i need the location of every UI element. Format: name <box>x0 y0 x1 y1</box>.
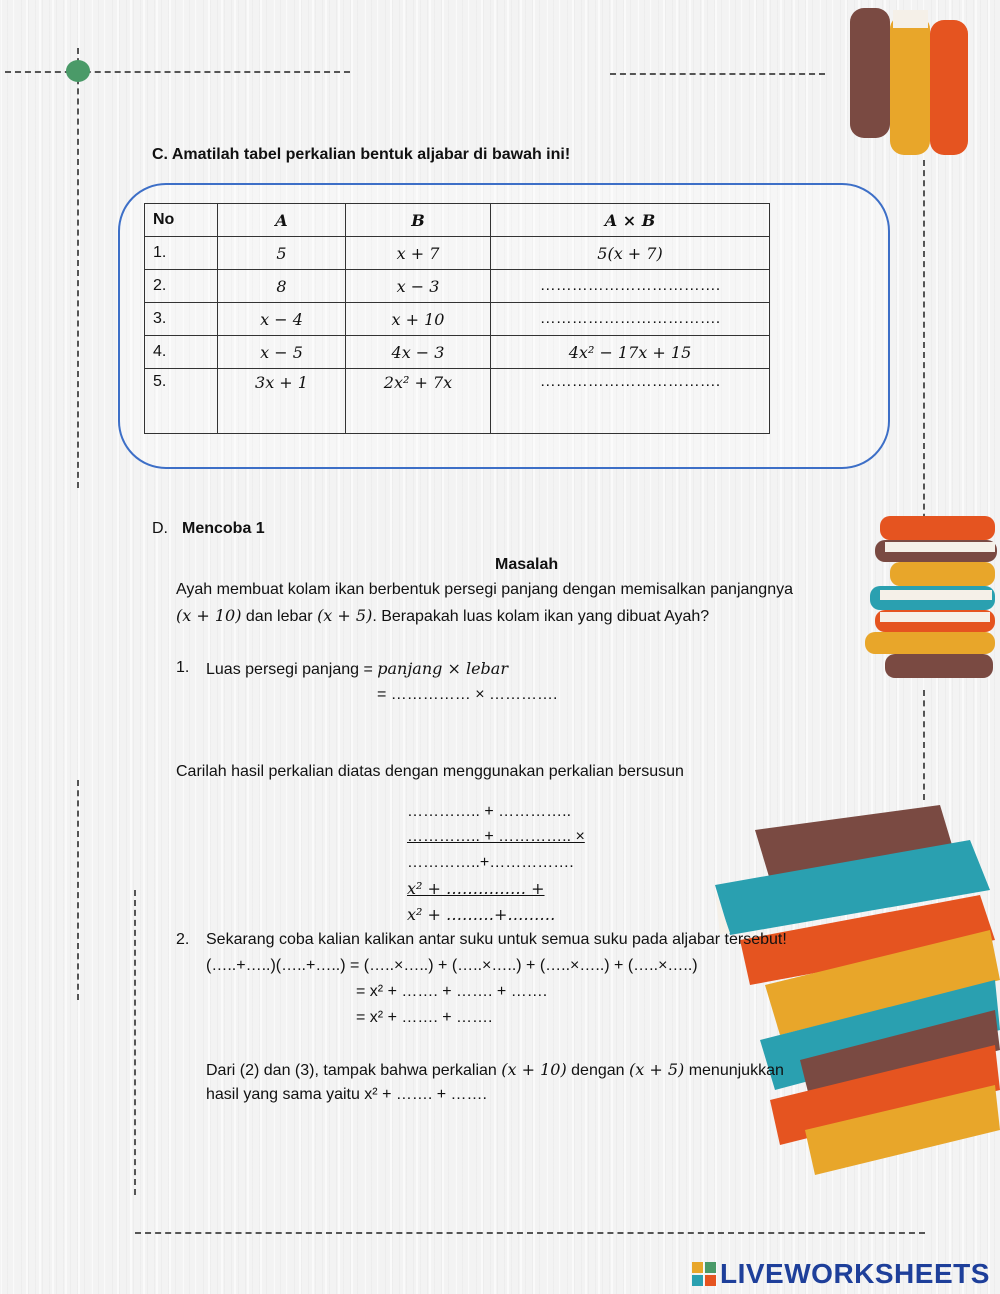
step-2-line-3[interactable]: = x² + ……. + ……. <box>356 1009 493 1026</box>
multiplication-table <box>144 203 770 434</box>
conclusion-line-2[interactable]: hasil yang sama yaitu x² + ……. + ……. <box>206 1086 487 1103</box>
text-fragment: menunjukkan <box>684 1062 784 1079</box>
section-c-heading: C. Amatilah tabel perkalian bentuk aljabar di bawah ini! <box>152 146 571 163</box>
step-1-text: Luas persegi panjang = <box>206 661 378 678</box>
table-row <box>145 270 770 303</box>
row-no: 1. <box>145 237 218 270</box>
section-d-title: Mencoba 1 <box>182 520 265 537</box>
cell-b: x − 3 <box>346 270 491 303</box>
expr-length: (x + 10) <box>176 606 242 625</box>
text-fragment: . Berapakah luas kolam ikan yang dibuat Ayah? <box>372 608 710 625</box>
stack-line-3[interactable]: …………..+……………. <box>407 854 574 871</box>
pin-icon <box>66 60 90 82</box>
row-no: 4. <box>145 336 218 369</box>
cell-a: 8 <box>218 270 346 303</box>
instruction-text: Carilah hasil perkalian diatas dengan menggunakan perkalian bersusun <box>176 763 684 780</box>
cell-b: x + 7 <box>346 237 491 270</box>
cell-a: x − 4 <box>218 303 346 336</box>
logo-text: LIVEWORKSHEETS <box>720 1258 990 1289</box>
row-no: 5. <box>145 369 218 434</box>
header-b: B <box>346 204 491 237</box>
step-1-formula: panjang × lebar <box>377 659 508 678</box>
row-no: 3. <box>145 303 218 336</box>
masalah-heading: Masalah <box>495 556 559 573</box>
step-2-text: Sekarang coba kalian kalikan antar suku untuk semua suku pada aljabar tersebut! <box>206 931 787 948</box>
table-row <box>145 237 770 270</box>
frame-dash-bottom <box>135 1232 925 1234</box>
text-fragment: Dari (2) dan (3), tampak bahwa perkalian <box>206 1062 502 1079</box>
frame-dash-top-left <box>5 71 350 73</box>
table-row <box>145 336 770 369</box>
frame-dash-left-upper <box>77 48 79 488</box>
step-2-line-2[interactable]: = x² + ……. + ……. + ……. <box>356 983 548 1000</box>
frame-dash-top-right <box>610 73 825 75</box>
frame-dash-right <box>923 160 925 540</box>
step-1-blank[interactable]: = …………… × …………. <box>377 686 558 703</box>
row-no: 2. <box>145 270 218 303</box>
table-row <box>145 303 770 336</box>
problem-line-1: Ayah membuat kolam ikan berbentuk persegi panjang dengan memisalkan panjangnya <box>176 581 793 598</box>
header-a: A <box>218 204 346 237</box>
frame-dash-left-lower <box>134 890 136 1195</box>
header-axb: A × B <box>491 204 770 237</box>
header-no: No <box>145 204 218 237</box>
books-mid-decoration <box>865 512 1000 682</box>
logo-grid-icon <box>692 1262 716 1286</box>
step-1-line <box>206 659 508 679</box>
table-header-row <box>145 204 770 237</box>
stack-line-4[interactable]: x² + …………… + <box>407 879 545 898</box>
stack-line-1[interactable]: ………….. + ………….. <box>407 803 572 820</box>
stack-line-5[interactable]: x² + ………+……… <box>407 905 556 924</box>
expr-width: (x + 5) <box>317 606 373 625</box>
cell-b: 4x − 3 <box>346 336 491 369</box>
books-top-decoration <box>845 0 975 160</box>
frame-dash-right-2 <box>923 690 925 800</box>
liveworksheets-logo <box>692 1258 990 1290</box>
cell-axb: 5(x + 7) <box>491 237 770 270</box>
cell-a: 5 <box>218 237 346 270</box>
answer-blank[interactable]: ……………………………. <box>491 369 770 434</box>
answer-blank[interactable]: ……………………………. <box>491 270 770 303</box>
step-2-number: 2. <box>176 931 190 948</box>
table-row <box>145 369 770 434</box>
frame-dash-left-mid <box>77 780 79 1000</box>
expr-length: (x + 10) <box>501 1060 567 1079</box>
cell-b: x + 10 <box>346 303 491 336</box>
step-1-number: 1. <box>176 659 190 676</box>
stack-line-2[interactable]: ………….. + ………….. × <box>407 828 585 845</box>
answer-blank[interactable]: ……………………………. <box>491 303 770 336</box>
conclusion-line-1 <box>206 1060 784 1080</box>
books-bottom-decoration <box>710 800 1000 1180</box>
text-fragment: dengan <box>566 1062 629 1079</box>
cell-axb: 4x² − 17x + 15 <box>491 336 770 369</box>
step-2-line-1[interactable]: (…..+…..)(…..+…..) = (…..×…..) + (…..×…..) + (…..×…..) + (…..×…..) <box>206 957 698 974</box>
expr-width: (x + 5) <box>628 1060 685 1079</box>
cell-b: 2x² + 7x <box>346 369 491 434</box>
cell-a: x − 5 <box>218 336 346 369</box>
cell-a: 3x + 1 <box>218 369 346 434</box>
text-fragment: dan lebar <box>241 608 318 625</box>
problem-line-2 <box>176 606 709 626</box>
section-d-letter: D. <box>152 520 168 537</box>
